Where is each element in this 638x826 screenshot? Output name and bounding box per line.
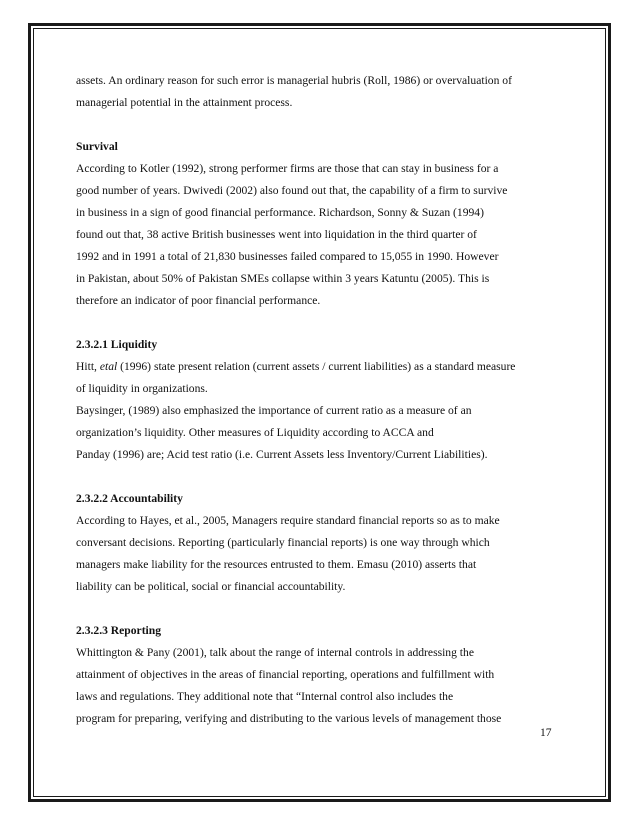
- body-line: managers make liability for the resources entrusted to them. Emasu (2010) asserts that: [76, 558, 477, 571]
- body-line: found out that, 38 active British businesses went into liquidation in the third quarter of: [76, 228, 477, 241]
- body-line: laws and regulations. They additional note that “Internal control also includes the: [76, 690, 454, 703]
- body-line: [76, 356, 568, 378]
- body-line: organization’s liquidity. Other measures of Liquidity according to ACCA and: [76, 426, 434, 439]
- body-line: 1992 and in 1991 a total of 21,830 businesses failed compared to 15,055 in 1990. However: [76, 250, 499, 263]
- body-line: Whittington & Pany (2001), talk about the range of internal controls in addressing the: [76, 646, 474, 659]
- body-line: in Pakistan, about 50% of Pakistan SMEs collapse within 3 years Katuntu (2005). This is: [76, 272, 490, 285]
- section-heading-reporting: 2.3.2.3 Reporting: [76, 624, 162, 637]
- body-line: Baysinger, (1989) also emphasized the importance of current ratio as a measure of an: [76, 404, 472, 417]
- section-heading-survival: Survival: [76, 140, 118, 153]
- body-line: therefore an indicator of poor financial performance.: [76, 294, 321, 307]
- body-line: liability can be political, social or financial accountability.: [76, 580, 346, 593]
- body-line: program for preparing, verifying and distributing to the various levels of management those: [76, 712, 502, 725]
- citation-author: Hitt,: [76, 360, 100, 373]
- body-line: good number of years. Dwivedi (2002) also found out that, the capability of a firm to survive: [76, 184, 508, 197]
- body-line: managerial potential in the attainment process.: [76, 96, 293, 109]
- page-number: 17: [540, 726, 552, 739]
- section-heading-accountability: 2.3.2.2 Accountability: [76, 492, 183, 505]
- document-body: [76, 70, 568, 730]
- body-line: According to Hayes, et al., 2005, Managers require standard financial reports so as to make: [76, 514, 500, 527]
- body-line: assets. An ordinary reason for such error is managerial hubris (Roll, 1986) or overvaluation of: [76, 74, 512, 87]
- body-line: attainment of objectives in the areas of financial reporting, operations and fulfillment with: [76, 668, 495, 681]
- body-line: According to Kotler (1992), strong performer firms are those that can stay in business for a: [76, 162, 499, 175]
- section-heading-liquidity: 2.3.2.1 Liquidity: [76, 338, 158, 351]
- citation-rest: (1996) state present relation (current assets / current liabilities) as a standard measure: [117, 360, 516, 373]
- body-line: of liquidity in organizations.: [76, 382, 208, 395]
- citation-etal: etal: [99, 360, 118, 373]
- body-line: Panday (1996) are; Acid test ratio (i.e. Current Assets less Inventory/Current Liabilities).: [76, 448, 488, 461]
- body-line: in business in a sign of good financial performance. Richardson, Sonny & Suzan (1994): [76, 206, 484, 219]
- body-line: conversant decisions. Reporting (particularly financial reports) is one way through which: [76, 536, 490, 549]
